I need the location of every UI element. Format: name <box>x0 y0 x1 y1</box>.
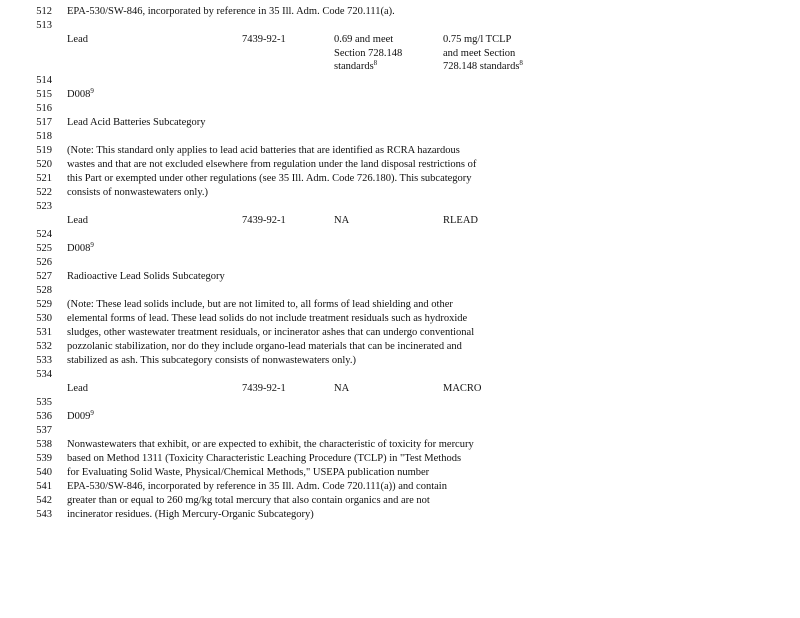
nonwastewater-line-3-text: 728.148 standards <box>443 61 520 72</box>
body-text: sludges, other wastewater treatment residuals, or incinerator ashes that can undergo conventional <box>67 327 475 338</box>
footnote-marker: 8 <box>519 59 523 67</box>
line-number: 521 <box>36 173 52 184</box>
wastewater-line-1: 0.69 and meet <box>334 34 394 45</box>
table-cell-constituent: Lead <box>67 383 88 394</box>
line-number: 514 <box>36 75 52 86</box>
waste-code-heading <box>67 242 547 256</box>
line-number: 515 <box>36 89 52 100</box>
line-number: 536 <box>36 411 52 422</box>
table-cell-wastewater-standard: NA <box>334 215 350 226</box>
line-number: 534 <box>36 369 52 380</box>
body-text: incinerator residues. (High Mercury-Organic Subcategory) <box>67 509 314 520</box>
line-number: 529 <box>36 299 52 310</box>
table-cell-wastewater-standard <box>334 33 402 74</box>
waste-code: D008 <box>67 243 91 254</box>
line-number: 541 <box>36 481 52 492</box>
table-cell-constituent: Lead <box>67 34 88 45</box>
table-cell-cas-number: 7439-92-1 <box>242 34 286 45</box>
footnote-marker: 8 <box>373 59 378 67</box>
body-text: Nonwastewaters that exhibit, or are expected to exhibit, the characteristic of toxicity for mercury <box>67 439 474 450</box>
body-text: EPA-530/SW-846, incorporated by reference in 35 Ill. Adm. Code 720.111(a). <box>67 6 395 17</box>
wastewater-line-2: Section 728.148 <box>334 47 403 59</box>
line-number: 532 <box>36 341 52 352</box>
waste-code: D008 <box>67 89 91 100</box>
table-cell-nonwastewater-standard: MACRO <box>443 383 482 394</box>
line-number: 516 <box>36 103 52 114</box>
line-number: 537 <box>36 425 52 436</box>
body-text: stabilized as ash. This subcategory consists of nonwastewaters only.) <box>67 355 356 366</box>
body-text: greater than or equal to 260 mg/kg total mercury that also contain organics and are not <box>67 495 430 506</box>
table-cell-nonwastewater-standard: RLEAD <box>443 215 478 226</box>
body-text: (Note: These lead solids include, but are not limited to, all forms of lead shielding and other <box>67 299 453 310</box>
footnote-marker: 9 <box>90 409 94 417</box>
body-text: based on Method 1311 (Toxicity Characteristic Leaching Procedure (TCLP) in "Test Methods <box>67 453 462 464</box>
body-text: for Evaluating Solid Waste, Physical/Chemical Methods," USEPA publication number <box>67 467 430 478</box>
waste-code-heading <box>67 410 547 424</box>
body-text: (Note: This standard only applies to lead acid batteries that are identified as RCRA hazardous <box>67 145 460 156</box>
table-cell-constituent: Lead <box>67 215 88 226</box>
line-number: 526 <box>36 257 52 268</box>
body-text: wastes and that are not excluded elsewhere from regulation under the land disposal restrictions of <box>67 159 477 170</box>
footnote-marker: 9 <box>90 87 94 95</box>
line-number: 524 <box>36 229 52 240</box>
line-number: 527 <box>36 271 52 282</box>
body-text: consists of nonwastewaters only.) <box>67 187 209 198</box>
table-cell-cas-number: 7439-92-1 <box>242 215 286 226</box>
line-number: 525 <box>36 243 52 254</box>
nonwastewater-line-2: and meet Section <box>443 47 516 59</box>
line-number: 538 <box>36 439 52 450</box>
body-text: pozzolanic stabilization, nor do they include organo-lead materials that can be incinerated and <box>67 341 462 352</box>
line-number: 543 <box>36 509 52 520</box>
table-cell-nonwastewater-standard <box>443 33 523 74</box>
waste-code: D009 <box>67 411 91 422</box>
line-number: 512 <box>36 6 52 17</box>
line-number: 531 <box>36 327 52 338</box>
line-number: 517 <box>36 117 52 128</box>
line-number: 528 <box>36 285 52 296</box>
table-cell-cas-number: 7439-92-1 <box>242 383 286 394</box>
footnote-marker: 9 <box>90 241 94 249</box>
line-number: 520 <box>36 159 52 170</box>
body-text: elemental forms of lead. These lead solids do not include treatment residuals such as hydroxide <box>67 313 468 324</box>
line-number: 530 <box>36 313 52 324</box>
line-number: 539 <box>36 453 52 464</box>
wastewater-line-3 <box>334 60 402 74</box>
nonwastewater-line-1: 0.75 mg/l TCLP <box>443 34 512 45</box>
subcategory-heading: Lead Acid Batteries Subcategory <box>67 117 206 128</box>
table-cell-wastewater-standard: NA <box>334 383 350 394</box>
waste-code-heading <box>67 88 547 102</box>
line-number: 542 <box>36 495 52 506</box>
line-number: 513 <box>36 20 52 31</box>
line-number: 518 <box>36 131 52 142</box>
wastewater-line-3-text: standards <box>334 61 374 72</box>
line-number: 522 <box>36 187 52 198</box>
line-number: 535 <box>36 397 52 408</box>
nonwastewater-line-3 <box>443 60 523 74</box>
subcategory-heading: Radioactive Lead Solids Subcategory <box>67 271 225 282</box>
line-number: 533 <box>36 355 52 366</box>
body-text: EPA-530/SW-846, incorporated by reference in 35 Ill. Adm. Code 720.111(a)) and contain <box>67 481 447 492</box>
body-text: this Part or exempted under other regulations (see 35 Ill. Adm. Code 726.180). This subcategory <box>67 173 472 184</box>
line-number: 540 <box>36 467 52 478</box>
line-number: 523 <box>36 201 52 212</box>
line-number: 519 <box>36 145 52 156</box>
